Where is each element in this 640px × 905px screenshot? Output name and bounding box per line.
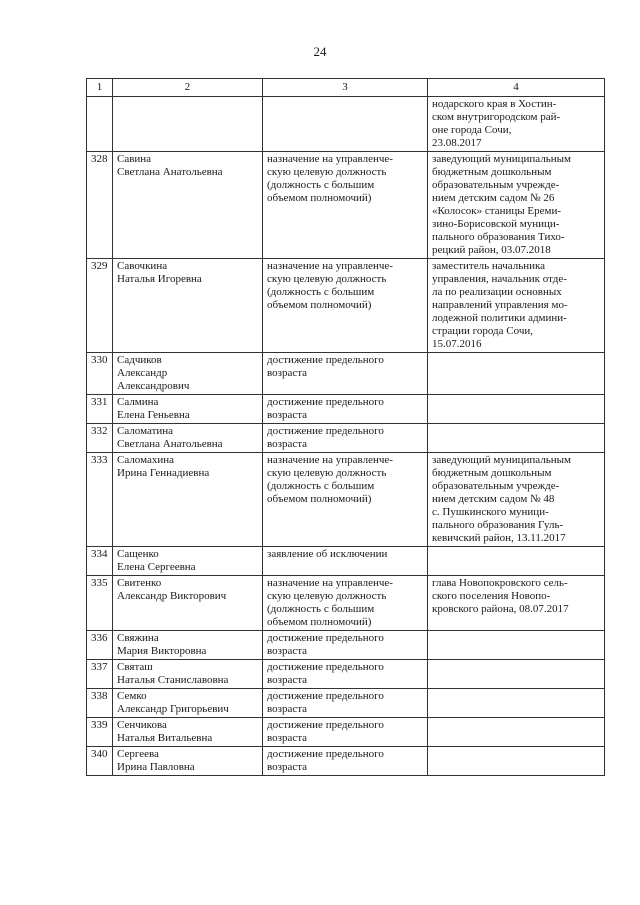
exclusion-reason: достижение предельного возраста <box>263 689 428 718</box>
table-row <box>87 718 605 747</box>
table-row <box>87 353 605 395</box>
person-name <box>113 97 263 152</box>
column-header-reason: 3 <box>263 79 428 97</box>
exclusion-reason: достижение предельного возраста <box>263 424 428 453</box>
row-number: 331 <box>87 395 113 424</box>
exclusion-reason: заявление об исключении <box>263 547 428 576</box>
exclusion-reason: достижение предельного возраста <box>263 660 428 689</box>
position-held <box>428 660 605 689</box>
table-row <box>87 689 605 718</box>
person-name: Сергеева Ирина Павловна <box>113 747 263 776</box>
table-row <box>87 547 605 576</box>
table-row <box>87 747 605 776</box>
person-name: Сенчикова Наталья Витальевна <box>113 718 263 747</box>
exclusion-reason: назначение на управленче- скую целевую должность (должность с большим объемом полномочий) <box>263 152 428 259</box>
table-row <box>87 660 605 689</box>
registry-table <box>86 78 605 776</box>
row-number: 334 <box>87 547 113 576</box>
position-held: глава Новопокровского сель- ского поселения Новопо- кровского района, 08.07.2017 <box>428 576 605 631</box>
position-held: заместитель начальника управления, начальник отде- ла по реализации основных направлений управления мо- лодежной политики админи- страции города Сочи, 15.07.2016 <box>428 259 605 353</box>
person-name: Сащенко Елена Сергеевна <box>113 547 263 576</box>
row-number: 332 <box>87 424 113 453</box>
position-held: нодарского края в Хостин- ском внутригородском рай- оне города Сочи, 23.08.2017 <box>428 97 605 152</box>
position-held: заведующий муниципальным бюджетным дошкольным образовательным учрежде- нием детским садом № 26 «Колосок» станицы Ереми- зино-Борисовской муници- пального образования Тихо- рецкий район, 03.07.2018 <box>428 152 605 259</box>
position-held <box>428 689 605 718</box>
row-number: 337 <box>87 660 113 689</box>
table-row <box>87 576 605 631</box>
row-number <box>87 97 113 152</box>
row-number: 335 <box>87 576 113 631</box>
position-held <box>428 395 605 424</box>
person-name: Саломатина Светлана Анатольевна <box>113 424 263 453</box>
table-row <box>87 424 605 453</box>
table-row <box>87 152 605 259</box>
table-header-row <box>87 79 605 97</box>
person-name: Салмина Елена Геньевна <box>113 395 263 424</box>
row-number: 339 <box>87 718 113 747</box>
row-number: 336 <box>87 631 113 660</box>
column-header-name: 2 <box>113 79 263 97</box>
column-header-number: 1 <box>87 79 113 97</box>
person-name: Свяжина Мария Викторовна <box>113 631 263 660</box>
person-name: Савина Светлана Анатольевна <box>113 152 263 259</box>
exclusion-reason: достижение предельного возраста <box>263 747 428 776</box>
position-held <box>428 353 605 395</box>
row-number: 340 <box>87 747 113 776</box>
row-number: 333 <box>87 453 113 547</box>
exclusion-reason: назначение на управленче- скую целевую должность (должность с большим объемом полномочий) <box>263 453 428 547</box>
row-number: 338 <box>87 689 113 718</box>
position-held <box>428 424 605 453</box>
row-number: 329 <box>87 259 113 353</box>
person-name: Свитенко Александр Викторович <box>113 576 263 631</box>
position-held <box>428 718 605 747</box>
exclusion-reason: назначение на управленче- скую целевую должность (должность с большим объемом полномочий) <box>263 576 428 631</box>
row-number: 330 <box>87 353 113 395</box>
exclusion-reason <box>263 97 428 152</box>
position-held <box>428 747 605 776</box>
exclusion-reason: достижение предельного возраста <box>263 718 428 747</box>
row-number: 328 <box>87 152 113 259</box>
position-held <box>428 547 605 576</box>
person-name: Садчиков Александр Александрович <box>113 353 263 395</box>
exclusion-reason: назначение на управленче- скую целевую должность (должность с большим объемом полномочий) <box>263 259 428 353</box>
table-row <box>87 453 605 547</box>
person-name: Савочкина Наталья Игоревна <box>113 259 263 353</box>
exclusion-reason: достижение предельного возраста <box>263 631 428 660</box>
table-row <box>87 97 605 152</box>
exclusion-reason: достижение предельного возраста <box>263 395 428 424</box>
position-held: заведующий муниципальным бюджетным дошкольным образовательным учрежде- нием детским садом № 48 с. Пушкинского муници- пального образования Гуль- кевичский район, 13.11.2017 <box>428 453 605 547</box>
person-name: Святаш Наталья Станиславовна <box>113 660 263 689</box>
page-number: 24 <box>313 44 327 59</box>
table-row <box>87 259 605 353</box>
exclusion-reason: достижение предельного возраста <box>263 353 428 395</box>
table-row <box>87 631 605 660</box>
table-row <box>87 395 605 424</box>
person-name: Семко Александр Григорьевич <box>113 689 263 718</box>
column-header-position: 4 <box>428 79 605 97</box>
person-name: Саломахина Ирина Геннадиевна <box>113 453 263 547</box>
position-held <box>428 631 605 660</box>
